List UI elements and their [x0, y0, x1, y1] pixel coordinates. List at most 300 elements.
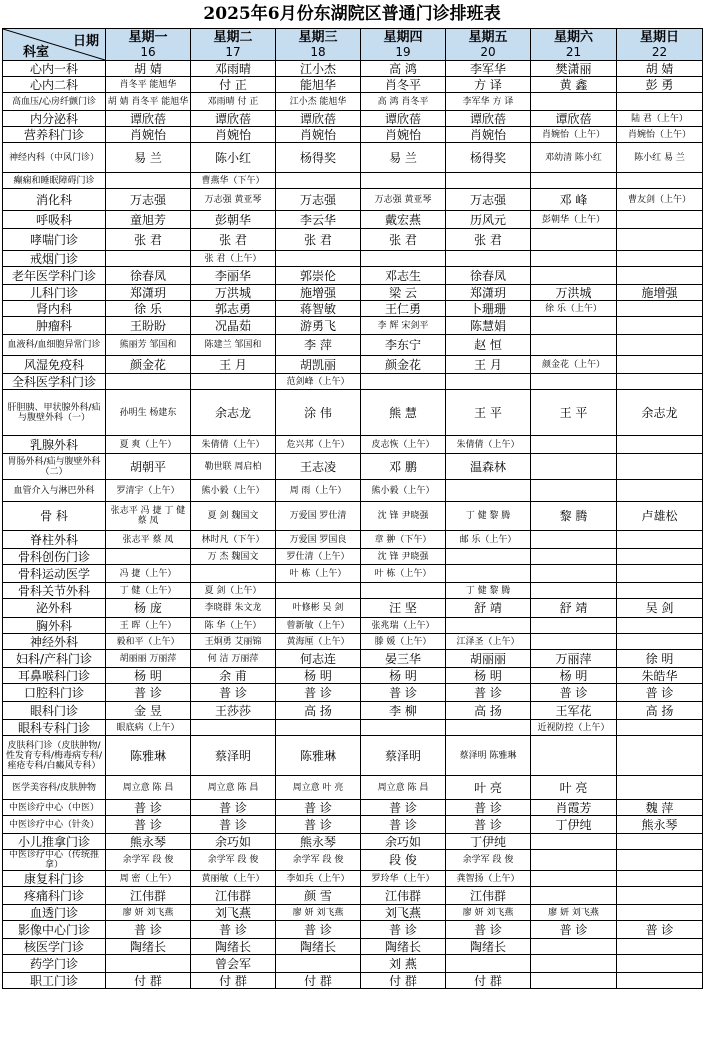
doctor-cell	[276, 251, 361, 267]
table-row	[3, 583, 703, 599]
doctor-cell: 普 诊	[191, 800, 276, 816]
doctor-cell: 毅和平（上午）	[106, 634, 191, 650]
doctor-cell: 万洪城	[531, 285, 617, 301]
table-row	[3, 390, 703, 436]
doctor-cell	[617, 335, 703, 356]
doctor-cell: 谭欣蓓	[446, 111, 531, 127]
table-row	[3, 702, 703, 720]
department-name: 肾内科	[3, 301, 106, 317]
department-name: 心内二科	[3, 77, 106, 93]
doctor-cell: 张 君	[106, 229, 191, 251]
doctor-cell: 邓 峰	[531, 189, 617, 211]
doctor-cell: 胡 婧 肖冬平 能旭华	[106, 93, 191, 111]
doctor-cell: 周 雨（上午）	[276, 480, 361, 502]
doctor-cell: 黄丽敏（上午）	[191, 871, 276, 887]
table-row	[3, 93, 703, 111]
doctor-cell: 何志连	[276, 650, 361, 668]
table-row	[3, 921, 703, 939]
doctor-cell: 蔡泽明 陈雅琳	[446, 736, 531, 776]
doctor-cell: 童旭芳	[106, 211, 191, 229]
doctor-cell: 普 诊	[276, 816, 361, 834]
doctor-cell: 张 君	[446, 229, 531, 251]
doctor-cell: 王仁勇	[361, 301, 446, 317]
department-name: 神经内科（中风门诊）	[3, 143, 106, 173]
doctor-cell: 方 译	[446, 77, 531, 93]
doctor-cell: 普 诊	[191, 816, 276, 834]
doctor-cell: 周立意 陈 昌	[361, 776, 446, 800]
schedule-table	[2, 28, 703, 989]
doctor-cell	[617, 955, 703, 973]
doctor-cell: 万志强 黄亚琴	[191, 189, 276, 211]
department-name: 老年医学科门诊	[3, 267, 106, 285]
table-row	[3, 684, 703, 702]
doctor-cell	[617, 871, 703, 887]
doctor-cell: 肖婉怡	[446, 127, 531, 143]
doctor-cell: 邓幼清 陈小红	[531, 143, 617, 173]
doctor-cell: 江泽圣（上午）	[446, 634, 531, 650]
doctor-cell: 李东宁	[361, 335, 446, 356]
doctor-cell: 叶 栋（上午）	[276, 565, 361, 583]
doctor-cell: 陶绪长	[191, 939, 276, 955]
doctor-cell: 杨得奖	[276, 143, 361, 173]
department-name: 医学美容科/皮肤肿物	[3, 776, 106, 800]
doctor-cell	[361, 173, 446, 189]
table-row	[3, 668, 703, 684]
doctor-cell: 张志平 蔡 凤	[106, 531, 191, 549]
doctor-cell: 普 诊	[361, 800, 446, 816]
department-name: 皮肤科门诊（皮肤肿物/性发育专科/梅毒病专科/痤疮专科/白癜风专科）	[3, 736, 106, 776]
doctor-cell	[531, 251, 617, 267]
doctor-cell: 普 诊	[106, 800, 191, 816]
doctor-cell: 余巧如	[191, 834, 276, 850]
doctor-cell: 谭欣蓓	[361, 111, 446, 127]
doctor-cell	[617, 736, 703, 776]
doctor-cell: 徐春凤	[446, 267, 531, 285]
doctor-cell: 王莎莎	[191, 702, 276, 720]
doctor-cell: 叶 亮	[531, 776, 617, 800]
doctor-cell: 丁 健 黎 腾	[446, 502, 531, 531]
doctor-cell: 李 柳	[361, 702, 446, 720]
doctor-cell: 熊丽芳 邹国和	[106, 335, 191, 356]
doctor-cell: 江伟群	[191, 887, 276, 905]
table-row	[3, 650, 703, 668]
doctor-cell	[617, 436, 703, 454]
doctor-cell: 丁伊纯	[531, 816, 617, 834]
doctor-cell: 易 兰	[361, 143, 446, 173]
doctor-cell: 易 兰	[106, 143, 191, 173]
doctor-cell: 王志凌	[276, 454, 361, 480]
doctor-cell: 万志强	[446, 189, 531, 211]
doctor-cell: 张志平 冯 捷 丁 健 蔡 凤	[106, 502, 191, 531]
doctor-cell: 叶修彬 吴 剑	[276, 599, 361, 618]
doctor-cell	[617, 973, 703, 989]
doctor-cell: 张 君	[276, 229, 361, 251]
doctor-cell	[446, 955, 531, 973]
date-number: 18	[310, 44, 326, 59]
table-row	[3, 939, 703, 955]
doctor-cell: 邓 鹏	[361, 454, 446, 480]
doctor-cell	[106, 251, 191, 267]
doctor-cell: 肖婉怡	[276, 127, 361, 143]
doctor-cell: 普 诊	[106, 816, 191, 834]
doctor-cell: 曾新敏（上午）	[276, 618, 361, 634]
doctor-cell: 王军花	[531, 702, 617, 720]
table-row	[3, 502, 703, 531]
doctor-cell	[531, 939, 617, 955]
doctor-cell	[531, 549, 617, 565]
department-name: 血液科/血细胞异常门诊	[3, 335, 106, 356]
doctor-cell: 陈 华（上午）	[191, 618, 276, 634]
doctor-cell	[531, 887, 617, 905]
weekday-label: 星期一	[128, 29, 168, 45]
doctor-cell	[617, 173, 703, 189]
doctor-cell: 皮志恢（上午）	[361, 436, 446, 454]
doctor-cell: 余学军 段 俊	[106, 850, 191, 871]
doctor-cell: 邮 乐（上午）	[446, 531, 531, 549]
doctor-cell: 彭朝华（上午）	[531, 211, 617, 229]
doctor-cell: 胡丽丽 万丽萍	[106, 650, 191, 668]
table-row	[3, 436, 703, 454]
doctor-cell	[617, 251, 703, 267]
schedule-body	[3, 61, 703, 989]
department-name: 风湿免疫科	[3, 356, 106, 374]
doctor-cell: 张 君（上午）	[191, 251, 276, 267]
doctor-cell	[617, 480, 703, 502]
doctor-cell: 樊潇丽	[531, 61, 617, 77]
weekday-label: 星期日	[639, 29, 679, 45]
doctor-cell: 胡丽丽	[446, 650, 531, 668]
department-name: 儿科门诊	[3, 285, 106, 301]
doctor-cell: 万洪城	[191, 285, 276, 301]
doctor-cell: 陈雅琳	[106, 736, 191, 776]
doctor-cell: 陆 君（上午）	[617, 111, 703, 127]
doctor-cell: 王 晖（上午）	[106, 618, 191, 634]
department-name: 血透门诊	[3, 905, 106, 921]
doctor-cell	[446, 565, 531, 583]
department-name: 戒烟门诊	[3, 251, 106, 267]
doctor-cell: 曾会军	[191, 955, 276, 973]
table-row	[3, 267, 703, 285]
date-number: 21	[565, 44, 582, 59]
doctor-cell: 普 诊	[446, 684, 531, 702]
doctor-cell: 高 扬	[617, 702, 703, 720]
day-header	[361, 29, 446, 61]
doctor-cell: 廖 妍 刘飞燕	[106, 905, 191, 921]
doctor-cell	[106, 549, 191, 565]
table-row	[3, 229, 703, 251]
doctor-cell: 李军华 方 译	[446, 93, 531, 111]
doctor-cell: 况晶茹	[191, 317, 276, 335]
doctor-cell	[617, 776, 703, 800]
doctor-cell: 丁伊纯	[446, 834, 531, 850]
doctor-cell: 王炯勇 艾丽锦	[191, 634, 276, 650]
table-row	[3, 77, 703, 93]
doctor-cell: 黎 腾	[531, 502, 617, 531]
doctor-cell: 近视防控（上午）	[531, 720, 617, 736]
doctor-cell: 彭朝华	[191, 211, 276, 229]
department-name: 癫痫和睡眠障碍门诊	[3, 173, 106, 189]
doctor-cell	[191, 374, 276, 390]
doctor-cell: 李如兵（上午）	[276, 871, 361, 887]
doctor-cell	[531, 454, 617, 480]
doctor-cell: 普 诊	[276, 800, 361, 816]
doctor-cell	[617, 531, 703, 549]
doctor-cell: 龚智扬（上午）	[446, 871, 531, 887]
doctor-cell	[361, 251, 446, 267]
doctor-cell: 颜金花	[106, 356, 191, 374]
doctor-cell: 陈小红	[191, 143, 276, 173]
doctor-cell	[531, 583, 617, 599]
table-row	[3, 905, 703, 921]
doctor-cell	[106, 955, 191, 973]
table-row	[3, 211, 703, 229]
table-row	[3, 720, 703, 736]
doctor-cell	[531, 565, 617, 583]
doctor-cell: 李晓群 朱文龙	[191, 599, 276, 618]
table-row	[3, 454, 703, 480]
doctor-cell	[531, 850, 617, 871]
doctor-cell: 施增强	[617, 285, 703, 301]
doctor-cell: 肖霞芳	[531, 800, 617, 816]
doctor-cell: 邓志生	[361, 267, 446, 285]
doctor-cell: 普 诊	[191, 684, 276, 702]
table-row	[3, 887, 703, 905]
doctor-cell: 普 诊	[446, 921, 531, 939]
doctor-cell: 卢雄松	[617, 502, 703, 531]
table-row	[3, 374, 703, 390]
date-number: 16	[140, 44, 156, 59]
doctor-cell: 万 杰 魏国文	[191, 549, 276, 565]
doctor-cell	[617, 565, 703, 583]
department-name: 眼科门诊	[3, 702, 106, 720]
table-row	[3, 317, 703, 335]
doctor-cell	[617, 93, 703, 111]
doctor-cell: 杨 明	[446, 668, 531, 684]
doctor-cell: 陈慧娟	[446, 317, 531, 335]
department-name: 小儿推拿门诊	[3, 834, 106, 850]
doctor-cell: 杨 庞	[106, 599, 191, 618]
date-number: 17	[225, 44, 241, 59]
doctor-cell: 普 诊	[617, 684, 703, 702]
doctor-cell: 熊小毅（上午）	[361, 480, 446, 502]
dept-label: 科室	[23, 45, 50, 60]
doctor-cell: 梁 云	[361, 285, 446, 301]
doctor-cell: 丁 健（上午）	[106, 583, 191, 599]
doctor-cell	[276, 720, 361, 736]
doctor-cell: 孙明生 杨建东	[106, 390, 191, 436]
doctor-cell: 陈小红 易 兰	[617, 143, 703, 173]
table-row	[3, 111, 703, 127]
department-name: 中医诊疗中心（传统推拿）	[3, 850, 106, 871]
doctor-cell	[617, 454, 703, 480]
day-header	[106, 29, 191, 61]
doctor-cell: 黄海厘（上午）	[276, 634, 361, 650]
table-row	[3, 549, 703, 565]
doctor-cell: 江小杰 能旭华	[276, 93, 361, 111]
doctor-cell: 江伟群	[446, 887, 531, 905]
doctor-cell: 周立意 叶 亮	[276, 776, 361, 800]
doctor-cell: 肖婉怡	[191, 127, 276, 143]
table-row	[3, 173, 703, 189]
day-header	[617, 29, 703, 61]
doctor-cell: 邓雨晴 付 正	[191, 93, 276, 111]
doctor-cell: 肖婉怡	[361, 127, 446, 143]
department-name: 骨科创伤门诊	[3, 549, 106, 565]
doctor-cell	[191, 565, 276, 583]
department-name: 康复科门诊	[3, 871, 106, 887]
doctor-cell: 付 群	[106, 973, 191, 989]
doctor-cell: 叶 栋（上午）	[361, 565, 446, 583]
doctor-cell: 普 诊	[361, 921, 446, 939]
doctor-cell: 朱倩倩（上午）	[446, 436, 531, 454]
doctor-cell: 胡 婧	[617, 61, 703, 77]
doctor-cell: 肖婉怡	[106, 127, 191, 143]
doctor-cell: 陶绪长	[361, 939, 446, 955]
doctor-cell: 刘飞燕	[361, 905, 446, 921]
doctor-cell	[531, 317, 617, 335]
table-row	[3, 850, 703, 871]
day-header	[191, 29, 276, 61]
weekday-label: 星期四	[383, 29, 423, 45]
doctor-cell: 舒 靖	[531, 599, 617, 618]
doctor-cell: 万志强	[106, 189, 191, 211]
doctor-cell: 冯 捷（上午）	[106, 565, 191, 583]
weekday-label: 星期六	[553, 29, 593, 45]
doctor-cell: 邓雨晴	[191, 61, 276, 77]
doctor-cell: 徐 乐	[106, 301, 191, 317]
day-header	[276, 29, 361, 61]
doctor-cell	[531, 93, 617, 111]
table-row	[3, 531, 703, 549]
doctor-cell: 历风元	[446, 211, 531, 229]
table-row	[3, 335, 703, 356]
table-row	[3, 871, 703, 887]
table-row	[3, 480, 703, 502]
doctor-cell: 李军华	[446, 61, 531, 77]
doctor-cell: 范剑峰（上午）	[276, 374, 361, 390]
doctor-cell: 熊永琴	[276, 834, 361, 850]
doctor-cell: 普 诊	[276, 684, 361, 702]
doctor-cell: 谭欣蓓	[276, 111, 361, 127]
doctor-cell: 付 群	[361, 973, 446, 989]
table-row	[3, 127, 703, 143]
doctor-cell: 郭崇伦	[276, 267, 361, 285]
doctor-cell: 周立意 陈 昌	[106, 776, 191, 800]
table-row	[3, 599, 703, 618]
doctor-cell	[617, 301, 703, 317]
doctor-cell: 廖 妍 刘飞燕	[446, 905, 531, 921]
department-name: 核医学门诊	[3, 939, 106, 955]
doctor-cell: 高 鸿	[361, 61, 446, 77]
doctor-cell: 卜珊珊	[446, 301, 531, 317]
department-name: 口腔科门诊	[3, 684, 106, 702]
table-row	[3, 61, 703, 77]
doctor-cell: 普 诊	[617, 921, 703, 939]
doctor-cell: 罗清宇（上午）	[106, 480, 191, 502]
doctor-cell	[361, 720, 446, 736]
doctor-cell	[531, 173, 617, 189]
doctor-cell: 颜金花（上午）	[531, 356, 617, 374]
doctor-cell: 朱倩倩（上午）	[191, 436, 276, 454]
doctor-cell	[531, 436, 617, 454]
doctor-cell: 付 正	[191, 77, 276, 93]
department-name: 眼科专科门诊	[3, 720, 106, 736]
doctor-cell	[617, 634, 703, 650]
table-row	[3, 973, 703, 989]
doctor-cell: 万志强 黄亚琴	[361, 189, 446, 211]
doctor-cell: 普 诊	[361, 816, 446, 834]
doctor-cell: 张 君	[361, 229, 446, 251]
doctor-cell	[191, 720, 276, 736]
doctor-cell: 曹友剑（上午）	[617, 189, 703, 211]
doctor-cell: 朱皓华	[617, 668, 703, 684]
table-row	[3, 251, 703, 267]
department-name: 全科医学科门诊	[3, 374, 106, 390]
doctor-cell: 谭欣蓓	[106, 111, 191, 127]
doctor-cell: 谭欣蓓	[531, 111, 617, 127]
doctor-cell: 吴 剑	[617, 599, 703, 618]
table-row	[3, 285, 703, 301]
doctor-cell: 高 扬	[446, 702, 531, 720]
table-row	[3, 955, 703, 973]
doctor-cell: 能旭华	[276, 77, 361, 93]
doctor-cell	[531, 736, 617, 776]
doctor-cell: 廖 妍 刘飞燕	[531, 905, 617, 921]
doctor-cell: 熊小毅（上午）	[191, 480, 276, 502]
doctor-cell	[446, 251, 531, 267]
doctor-cell: 万丽萍	[531, 650, 617, 668]
doctor-cell: 杨 明	[361, 668, 446, 684]
department-name: 妇科/产科门诊	[3, 650, 106, 668]
doctor-cell	[617, 356, 703, 374]
doctor-cell	[617, 267, 703, 285]
doctor-cell: 舒 靖	[446, 599, 531, 618]
doctor-cell: 万爱国 罗国良	[276, 531, 361, 549]
doctor-cell	[531, 618, 617, 634]
doctor-cell: 李 萍	[276, 335, 361, 356]
doctor-cell: 章 翀（下午）	[361, 531, 446, 549]
doctor-cell	[276, 173, 361, 189]
doctor-cell: 夏 剑 魏国文	[191, 502, 276, 531]
doctor-cell	[531, 374, 617, 390]
doctor-cell: 普 诊	[446, 816, 531, 834]
doctor-cell: 汪 坚	[361, 599, 446, 618]
doctor-cell	[276, 955, 361, 973]
department-name: 神经外科	[3, 634, 106, 650]
doctor-cell	[446, 549, 531, 565]
date-number: 19	[395, 44, 411, 59]
doctor-cell: 林时凡（下午）	[191, 531, 276, 549]
doctor-cell: 付 群	[276, 973, 361, 989]
doctor-cell: 陈雅琳	[276, 736, 361, 776]
doctor-cell	[531, 955, 617, 973]
doctor-cell	[617, 887, 703, 905]
doctor-cell	[531, 834, 617, 850]
doctor-cell: 肖婉怡（上午）	[617, 127, 703, 143]
doctor-cell: 涂 伟	[276, 390, 361, 436]
doctor-cell	[531, 229, 617, 251]
doctor-cell: 蒋智敏	[276, 301, 361, 317]
doctor-cell: 普 诊	[106, 684, 191, 702]
doctor-cell: 赵 恒	[446, 335, 531, 356]
department-name: 药学门诊	[3, 955, 106, 973]
doctor-cell: 罗玲华（上午）	[361, 871, 446, 887]
doctor-cell: 施增强	[276, 285, 361, 301]
doctor-cell	[531, 480, 617, 502]
doctor-cell: 危兴邦（上午）	[276, 436, 361, 454]
doctor-cell: 普 诊	[191, 921, 276, 939]
table-row	[3, 834, 703, 850]
